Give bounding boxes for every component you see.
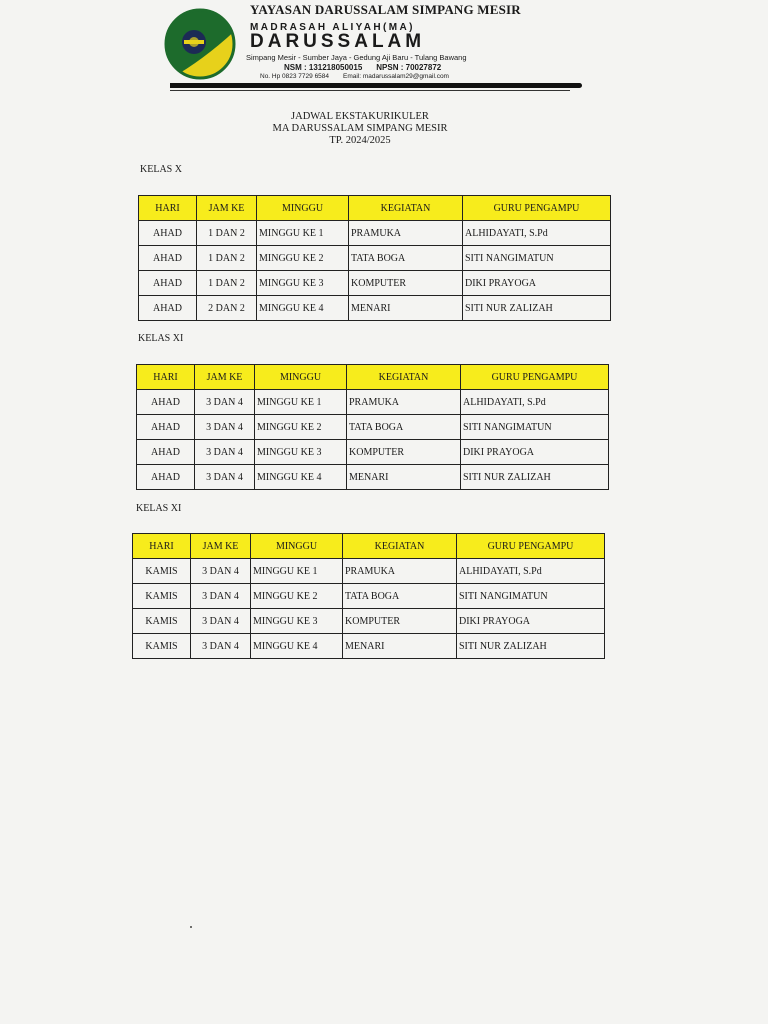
school-ids <box>284 63 455 72</box>
table-row <box>137 415 609 440</box>
table-header-row <box>133 534 605 559</box>
cell-hour: 3 DAN 4 <box>195 440 255 465</box>
cell-hour: 1 DAN 2 <box>197 221 257 246</box>
column-header: GURU PENGAMPU <box>463 196 611 221</box>
cell-activity: PRAMUKA <box>343 559 457 584</box>
cell-teacher: SITI NUR ZALIZAH <box>463 296 611 321</box>
letterhead-rule <box>170 83 582 88</box>
cell-week: MINGGU KE 3 <box>251 609 343 634</box>
column-header: JAM KE <box>195 365 255 390</box>
table-row <box>133 634 605 659</box>
cell-activity: KOMPUTER <box>347 440 461 465</box>
cell-teacher: SITI NANGIMATUN <box>461 415 609 440</box>
table-row <box>139 221 611 246</box>
cell-activity: MENARI <box>349 296 463 321</box>
cell-day: KAMIS <box>133 559 191 584</box>
cell-week: MINGGU KE 2 <box>251 584 343 609</box>
cell-activity: KOMPUTER <box>349 271 463 296</box>
cell-day: KAMIS <box>133 634 191 659</box>
table-row <box>137 390 609 415</box>
cell-hour: 2 DAN 2 <box>197 296 257 321</box>
cell-hour: 1 DAN 2 <box>197 246 257 271</box>
table-row <box>139 246 611 271</box>
cell-activity: TATA BOGA <box>347 415 461 440</box>
foundation-name: YAYASAN DARUSSALAM SIMPANG MESIR <box>250 2 521 17</box>
table-row <box>137 465 609 490</box>
school-address: Simpang Mesir - Sumber Jaya - Gedung Aji Baru - Tulang Bawang <box>246 53 467 62</box>
schedule-table <box>132 533 605 659</box>
table-row <box>137 440 609 465</box>
cell-week: MINGGU KE 2 <box>257 246 349 271</box>
cell-activity: TATA BOGA <box>349 246 463 271</box>
table-row <box>133 584 605 609</box>
stray-mark <box>190 926 192 928</box>
column-header: JAM KE <box>191 534 251 559</box>
cell-day: AHAD <box>139 246 197 271</box>
cell-teacher: ALHIDAYATI, S.Pd <box>457 559 605 584</box>
table-row <box>139 296 611 321</box>
cell-day: AHAD <box>137 415 195 440</box>
school-contact <box>260 73 463 80</box>
npsn-number: NPSN : 70027872 <box>376 63 442 72</box>
section-label: KELAS XI <box>136 503 182 514</box>
cell-hour: 3 DAN 4 <box>191 559 251 584</box>
section-label: KELAS XI <box>138 333 184 344</box>
cell-activity: KOMPUTER <box>343 609 457 634</box>
column-header: HARI <box>139 196 197 221</box>
school-logo-icon <box>160 4 240 84</box>
cell-activity: TATA BOGA <box>343 584 457 609</box>
section-label: KELAS X <box>140 164 182 175</box>
title-line-2: MA DARUSSALAM SIMPANG MESIR <box>272 123 448 134</box>
cell-hour: 3 DAN 4 <box>191 584 251 609</box>
cell-week: MINGGU KE 3 <box>257 271 349 296</box>
nsm-number: NSM : 131218050015 <box>284 63 363 72</box>
table-header-row <box>137 365 609 390</box>
cell-teacher: DIKI PRAYOGA <box>461 440 609 465</box>
table-header-row <box>139 196 611 221</box>
schedule-table <box>136 364 609 490</box>
cell-day: AHAD <box>137 465 195 490</box>
phone-number: No. Hp 0823 7729 6584 <box>260 73 330 80</box>
school-name: DARUSSALAM <box>250 31 426 52</box>
school-type: MADRASAH ALIYAH(MA) <box>250 22 415 33</box>
table-row <box>133 559 605 584</box>
cell-teacher: SITI NUR ZALIZAH <box>461 465 609 490</box>
cell-week: MINGGU KE 4 <box>257 296 349 321</box>
cell-week: MINGGU KE 4 <box>251 634 343 659</box>
cell-teacher: DIKI PRAYOGA <box>463 271 611 296</box>
table-row <box>133 609 605 634</box>
column-header: GURU PENGAMPU <box>457 534 605 559</box>
cell-teacher: SITI NUR ZALIZAH <box>457 634 605 659</box>
cell-hour: 3 DAN 4 <box>191 634 251 659</box>
column-header: KEGIATAN <box>347 365 461 390</box>
letterhead-rule-thin <box>170 90 570 91</box>
title-line-3: TP. 2024/2025 <box>329 135 391 146</box>
column-header: HARI <box>137 365 195 390</box>
cell-day: KAMIS <box>133 584 191 609</box>
column-header: JAM KE <box>197 196 257 221</box>
cell-day: AHAD <box>139 296 197 321</box>
cell-activity: PRAMUKA <box>347 390 461 415</box>
document-title <box>240 111 480 147</box>
cell-week: MINGGU KE 3 <box>255 440 347 465</box>
cell-hour: 3 DAN 4 <box>195 465 255 490</box>
column-header: MINGGU <box>255 365 347 390</box>
title-line-1: JADWAL EKSTAKURIKULER <box>291 111 429 122</box>
column-header: GURU PENGAMPU <box>461 365 609 390</box>
cell-day: AHAD <box>139 271 197 296</box>
cell-teacher: DIKI PRAYOGA <box>457 609 605 634</box>
cell-teacher: ALHIDAYATI, S.Pd <box>461 390 609 415</box>
cell-activity: MENARI <box>343 634 457 659</box>
cell-week: MINGGU KE 2 <box>255 415 347 440</box>
column-header: HARI <box>133 534 191 559</box>
cell-hour: 1 DAN 2 <box>197 271 257 296</box>
cell-week: MINGGU KE 1 <box>257 221 349 246</box>
cell-week: MINGGU KE 1 <box>251 559 343 584</box>
column-header: MINGGU <box>251 534 343 559</box>
cell-day: KAMIS <box>133 609 191 634</box>
cell-activity: MENARI <box>347 465 461 490</box>
email-address: Email: madarussalam29@gmail.com <box>343 73 449 80</box>
column-header: KEGIATAN <box>349 196 463 221</box>
cell-teacher: SITI NANGIMATUN <box>463 246 611 271</box>
cell-teacher: ALHIDAYATI, S.Pd <box>463 221 611 246</box>
column-header: KEGIATAN <box>343 534 457 559</box>
cell-week: MINGGU KE 4 <box>255 465 347 490</box>
schedule-table <box>138 195 611 321</box>
cell-hour: 3 DAN 4 <box>195 415 255 440</box>
cell-week: MINGGU KE 1 <box>255 390 347 415</box>
cell-hour: 3 DAN 4 <box>195 390 255 415</box>
cell-hour: 3 DAN 4 <box>191 609 251 634</box>
cell-day: AHAD <box>137 390 195 415</box>
cell-teacher: SITI NANGIMATUN <box>457 584 605 609</box>
cell-day: AHAD <box>137 440 195 465</box>
cell-activity: PRAMUKA <box>349 221 463 246</box>
table-row <box>139 271 611 296</box>
cell-day: AHAD <box>139 221 197 246</box>
column-header: MINGGU <box>257 196 349 221</box>
